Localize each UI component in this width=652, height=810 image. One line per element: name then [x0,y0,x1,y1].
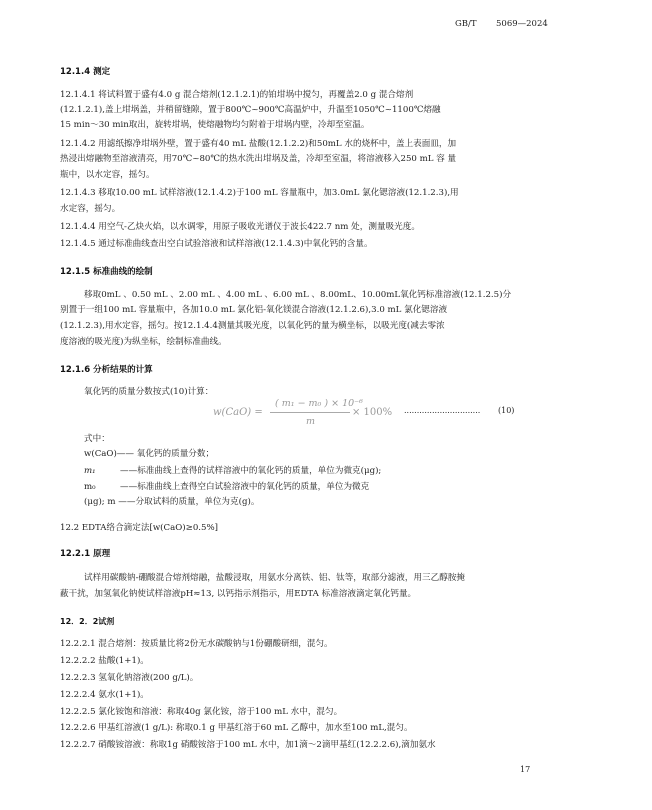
formula-lhs: w(CaO) = [213,407,263,418]
formula-numerator: ( m₁ − m₀ ) × 10⁻⁶ [275,398,363,409]
definition-m1-symbol: m₁ [84,466,96,476]
para-12-1-4-1-line2: (12.1.2.1),盖上坩埚盖，并稍留缝隙，置于800℃~900℃高温炉中，升温至1050℃~1100℃熔融 [60,105,441,115]
para-12-1-5-line2: 别置于一组100 mL 容量瓶中，各加10.0 mL 氯化铝-氧化镁混合溶液(12.1.2.6),3.0 mL 氯化锶溶液 [60,305,448,315]
para-12-1-4-1-line1: 12.1.4.1 将试料置于盛有4.0 g 混合熔剂(12.1.2.1)的铂坩埚中搅匀，再覆盖2.0 g 混合熔剂 [60,90,414,100]
definition-m0-symbol: m₀ [84,482,96,492]
reagent-12-2-2-5: 12.2.2.5 氯化铵饱和溶液：称取40g 氯化铵，溶于100 mL 水中，混匀。 [60,707,343,717]
formula-dot-leader: .............................. [404,406,481,415]
reagent-12-2-2-1: 12.2.2.1 混合熔剂：按质量比将2份无水碳酸钠与1份硼酸研细，混匀。 [60,639,333,649]
para-12-1-4-4: 12.1.4.4 用空气-乙炔火焰，以水调零，用原子吸收光谱仪于波长422.7 nm 处，测量吸光度。 [60,222,420,232]
para-12-1-4-2-line2: 热浸出熔融物至溶液清亮，用70℃~80℃的热水洗出坩埚及盖，冷却至室温，将溶液移入250 mL 容 量 [60,154,457,164]
reagent-12-2-2-2: 12.2.2.2 盐酸(1+1)。 [60,656,149,666]
formula-rhs: × 100% [352,407,393,418]
reagent-12-2-2-6: 12.2.2.6 甲基红溶液(1 g/L): 称取0.1 g 甲基红溶于60 mL 乙醇中，加水至100 mL,混匀。 [60,723,413,733]
section-heading-12-1-6: 12.1.6 分析结果的计算 [60,365,153,375]
section-heading-12-2-2: 12．2．2试剂 [60,617,115,626]
standard-code: GB/T [455,19,477,29]
para-12-1-4-1-line3: 15 min～30 min取出，旋转坩埚，使熔融物均匀附着于坩埚内壁，冷却至室温。 [60,120,370,130]
principle-line1: 试样用碳酸钠-硼酸混合熔剂熔融，盐酸浸取，用氨水分离铁、铝、钛等，取部分滤液，用三乙醇胺掩 [84,573,466,583]
section-heading-12-2-1: 12.2.1 原理 [60,549,111,559]
para-12-1-4-3-line1: 12.1.4.3 移取10.00 mL 试样溶液(12.1.4.2)于100 mL 容量瓶中，加3.0mL 氯化锶溶液(12.1.2.3),用 [60,188,459,198]
page-number: 17 [520,765,531,774]
definition-m1-text: ——标准曲线上查得的试样溶液中的氧化钙的质量，单位为微克(μg); [120,466,382,476]
reagent-12-2-2-4: 12.2.2.4 氨水(1+1)。 [60,690,149,700]
definition-m-text: (μg); m ——分取试料的质量，单位为克(g)。 [84,497,260,507]
para-12-1-4-5: 12.1.4.5 通过标准曲线查出空白试验溶液和试样溶液(12.1.4.3)中氧化钙的含量。 [60,239,373,249]
where-label: 式中： [84,434,110,444]
reagent-12-2-2-7: 12.2.2.7 硝酸铵溶液：称取1g 硝酸铵溶于100 mL 水中，加1滴～2滴甲基红(12.2.2.6),滴加氨水 [60,740,436,750]
definition-w-cao: w(CaO)—— 氧化钙的质量分数； [84,449,215,459]
section-heading-12-1-4: 12.1.4 测定 [60,67,111,77]
para-12-1-4-2-line3: 瓶中，以水定容，摇匀。 [60,170,155,180]
formula-number: (10) [498,406,515,415]
reagent-12-2-2-3: 12.2.2.3 氢氧化钠溶液(200 g/L)。 [60,673,199,683]
definition-m0-text: ——标准曲线上查得空白试验溶液中的氧化钙的质量，单位为微克 [120,482,370,492]
para-12-1-5-line1: 移取0mL 、0.50 mL 、2.00 mL 、4.00 mL 、6.00 mL 、8.00mL、10.00mL氧化钙标准溶液(12.1.2.5)分 [84,290,512,300]
standard-number: 5069—2024 [496,19,548,29]
formula-intro: 氧化钙的质量分数按式(10)计算： [84,387,214,397]
formula-fraction-bar [270,412,350,413]
principle-line2: 蔽干扰，加氢氧化钠使试样溶液pH≈13, 以钙指示剂指示，用EDTA 标准溶液滴定氧化钙量。 [60,589,417,599]
formula-denominator: m [306,416,316,427]
para-12-1-5-line4: 度溶液的吸光度)为纵坐标，绘制标准曲线。 [60,337,227,347]
section-heading-12-2: 12.2 EDTA络合滴定法[w(CaO)≥0.5%] [60,523,219,533]
section-heading-12-1-5: 12.1.5 标准曲线的绘制 [60,267,153,277]
para-12-1-4-2-line1: 12.1.4.2 用滤纸擦净坩埚外壁，置于盛有40 mL 盐酸(12.1.2.2)和50mL 水的烧杯中，盖上表面皿，加 [60,139,457,149]
para-12-1-4-3-line2: 水定容，摇匀。 [60,204,121,214]
para-12-1-5-line3: (12.1.2.3),用水定容，摇匀。按12.1.4.4测量其吸光度，以氧化钙的量为横坐标，以吸光度(减去零浓 [60,321,445,331]
